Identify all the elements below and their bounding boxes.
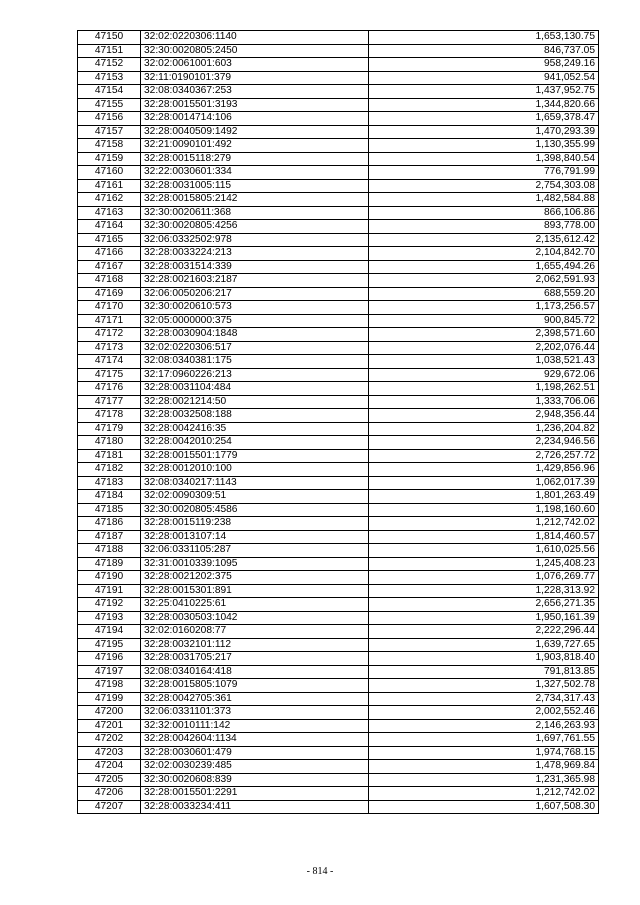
row-number-cell: 47189	[78, 557, 141, 571]
cadastral-code-cell: 32:28:0015501:2291	[141, 787, 369, 801]
amount-cell: 2,135,612.42	[369, 233, 599, 247]
table-row	[78, 274, 599, 288]
table-row	[78, 436, 599, 450]
row-number-cell: 47204	[78, 760, 141, 774]
cadastral-code-cell: 32:28:0015805:1079	[141, 679, 369, 693]
amount-cell: 1,610,025.56	[369, 544, 599, 558]
cadastral-code-cell: 32:28:0021202:375	[141, 571, 369, 585]
amount-cell: 846,737.05	[369, 44, 599, 58]
row-number-cell: 47175	[78, 368, 141, 382]
amount-cell: 1,653,130.75	[369, 31, 599, 45]
row-number-cell: 47177	[78, 395, 141, 409]
table-row	[78, 679, 599, 693]
cadastral-code-cell: 32:28:0031005:115	[141, 179, 369, 193]
table-row	[78, 139, 599, 153]
cadastral-code-cell: 32:28:0030904:1848	[141, 328, 369, 342]
cadastral-code-cell: 32:28:0033224:213	[141, 247, 369, 261]
cadastral-code-cell: 32:08:0340217:1143	[141, 476, 369, 490]
cadastral-code-cell: 32:06:0331105:287	[141, 544, 369, 558]
row-number-cell: 47174	[78, 355, 141, 369]
amount-cell: 776,791.99	[369, 166, 599, 180]
cadastral-code-cell: 32:06:0331101:373	[141, 706, 369, 720]
amount-cell: 1,903,818.40	[369, 652, 599, 666]
amount-cell: 1,212,742.02	[369, 787, 599, 801]
cadastral-code-cell: 32:30:0020805:2450	[141, 44, 369, 58]
amount-cell: 1,130,355.99	[369, 139, 599, 153]
row-number-cell: 47192	[78, 598, 141, 612]
table-row	[78, 692, 599, 706]
row-number-cell: 47188	[78, 544, 141, 558]
amount-cell: 1,482,584.88	[369, 193, 599, 207]
amount-cell: 1,950,161.39	[369, 611, 599, 625]
amount-cell: 1,607,508.30	[369, 800, 599, 814]
row-number-cell: 47153	[78, 71, 141, 85]
amount-cell: 1,076,269.77	[369, 571, 599, 585]
table-row	[78, 584, 599, 598]
row-number-cell: 47178	[78, 409, 141, 423]
row-number-cell: 47203	[78, 746, 141, 760]
amount-cell: 1,659,378.47	[369, 112, 599, 126]
cadastral-code-cell: 32:28:0031705:217	[141, 652, 369, 666]
table-row	[78, 800, 599, 814]
table-row	[78, 287, 599, 301]
amount-cell: 900,845.72	[369, 314, 599, 328]
table-row	[78, 476, 599, 490]
cadastral-code-cell: 32:28:0032101:112	[141, 638, 369, 652]
amount-cell: 2,948,356.44	[369, 409, 599, 423]
table-row	[78, 98, 599, 112]
table-row	[78, 530, 599, 544]
cadastral-code-cell: 32:28:0021603:2187	[141, 274, 369, 288]
table-row	[78, 760, 599, 774]
cadastral-code-cell: 32:05:0000000:375	[141, 314, 369, 328]
table-row	[78, 503, 599, 517]
row-number-cell: 47151	[78, 44, 141, 58]
cadastral-code-cell: 32:02:0030239:485	[141, 760, 369, 774]
amount-cell: 1,478,969.84	[369, 760, 599, 774]
table-row	[78, 368, 599, 382]
table-row	[78, 44, 599, 58]
amount-cell: 1,231,365.98	[369, 773, 599, 787]
amount-cell: 1,198,160.60	[369, 503, 599, 517]
amount-cell: 929,672.06	[369, 368, 599, 382]
cadastral-code-cell: 32:06:0332502:978	[141, 233, 369, 247]
row-number-cell: 47206	[78, 787, 141, 801]
cadastral-code-cell: 32:22:0030601:334	[141, 166, 369, 180]
cadastral-code-cell: 32:25:0410225:61	[141, 598, 369, 612]
row-number-cell: 47168	[78, 274, 141, 288]
amount-cell: 1,173,256.57	[369, 301, 599, 315]
table-row	[78, 746, 599, 760]
table-row	[78, 517, 599, 531]
table-row	[78, 206, 599, 220]
cadastral-code-cell: 32:30:0020610:573	[141, 301, 369, 315]
table-row	[78, 341, 599, 355]
cadastral-code-cell: 32:28:0042705:361	[141, 692, 369, 706]
cadastral-code-cell: 32:08:0340367:253	[141, 85, 369, 99]
cadastral-code-cell: 32:21:0090101:492	[141, 139, 369, 153]
amount-cell: 1,801,263.49	[369, 490, 599, 504]
amount-cell: 2,202,076.44	[369, 341, 599, 355]
row-number-cell: 47155	[78, 98, 141, 112]
cadastral-code-cell: 32:28:0031104:484	[141, 382, 369, 396]
table-row	[78, 625, 599, 639]
amount-cell: 1,038,521.43	[369, 355, 599, 369]
table-row	[78, 166, 599, 180]
table-row	[78, 719, 599, 733]
cadastral-code-cell: 32:28:0021214:50	[141, 395, 369, 409]
cadastral-code-cell: 32:28:0015805:2142	[141, 193, 369, 207]
row-number-cell: 47170	[78, 301, 141, 315]
row-number-cell: 47162	[78, 193, 141, 207]
row-number-cell: 47182	[78, 463, 141, 477]
row-number-cell: 47152	[78, 58, 141, 72]
table-row	[78, 544, 599, 558]
cadastral-code-cell: 32:30:0020805:4586	[141, 503, 369, 517]
cadastral-code-cell: 32:32:0010111:142	[141, 719, 369, 733]
amount-cell: 1,198,262.51	[369, 382, 599, 396]
amount-cell: 1,327,502.78	[369, 679, 599, 693]
amount-cell: 1,655,494.26	[369, 260, 599, 274]
table-row	[78, 571, 599, 585]
row-number-cell: 47172	[78, 328, 141, 342]
amount-cell: 2,002,552.46	[369, 706, 599, 720]
cadastral-code-cell: 32:28:0040509:1492	[141, 125, 369, 139]
row-number-cell: 47176	[78, 382, 141, 396]
cadastral-code-cell: 32:02:0160208:77	[141, 625, 369, 639]
cadastral-code-cell: 32:28:0030601:479	[141, 746, 369, 760]
row-number-cell: 47173	[78, 341, 141, 355]
row-number-cell: 47169	[78, 287, 141, 301]
row-number-cell: 47163	[78, 206, 141, 220]
row-number-cell: 47201	[78, 719, 141, 733]
table-row	[78, 220, 599, 234]
table-row	[78, 395, 599, 409]
cadastral-code-cell: 32:30:0020611:368	[141, 206, 369, 220]
row-number-cell: 47190	[78, 571, 141, 585]
amount-cell: 2,062,591.93	[369, 274, 599, 288]
amount-cell: 1,228,313.92	[369, 584, 599, 598]
table-row	[78, 422, 599, 436]
row-number-cell: 47181	[78, 449, 141, 463]
amount-cell: 2,754,303.08	[369, 179, 599, 193]
amount-cell: 791,813.85	[369, 665, 599, 679]
row-number-cell: 47156	[78, 112, 141, 126]
table-row	[78, 31, 599, 45]
amount-cell: 1,974,768.15	[369, 746, 599, 760]
amount-cell: 2,726,257.72	[369, 449, 599, 463]
table-row	[78, 355, 599, 369]
table-row	[78, 665, 599, 679]
cadastral-code-cell: 32:30:0020805:4256	[141, 220, 369, 234]
table-row	[78, 706, 599, 720]
cadastral-code-cell: 32:28:0015119:238	[141, 517, 369, 531]
cadastral-code-cell: 32:28:0012010:100	[141, 463, 369, 477]
row-number-cell: 47191	[78, 584, 141, 598]
table-row	[78, 301, 599, 315]
cadastral-code-cell: 32:02:0061001:603	[141, 58, 369, 72]
row-number-cell: 47200	[78, 706, 141, 720]
amount-cell: 2,104,842.70	[369, 247, 599, 261]
table-row	[78, 314, 599, 328]
table-row	[78, 125, 599, 139]
cadastral-code-cell: 32:02:0090309:51	[141, 490, 369, 504]
amount-cell: 1,212,742.02	[369, 517, 599, 531]
row-number-cell: 47195	[78, 638, 141, 652]
cadastral-code-cell: 32:08:0340381:175	[141, 355, 369, 369]
cadastral-code-cell: 32:31:0010339:1095	[141, 557, 369, 571]
table-row	[78, 490, 599, 504]
cadastral-code-cell: 32:28:0014714:106	[141, 112, 369, 126]
amount-cell: 1,245,408.23	[369, 557, 599, 571]
cadastral-code-cell: 32:28:0013107:14	[141, 530, 369, 544]
row-number-cell: 47193	[78, 611, 141, 625]
ledger-table	[77, 30, 599, 814]
cadastral-code-cell: 32:28:0015501:1779	[141, 449, 369, 463]
table-row	[78, 152, 599, 166]
table-row	[78, 328, 599, 342]
row-number-cell: 47196	[78, 652, 141, 666]
table-row	[78, 58, 599, 72]
table-row	[78, 652, 599, 666]
ledger-table-body	[78, 31, 599, 814]
table-row	[78, 787, 599, 801]
amount-cell: 866,106.86	[369, 206, 599, 220]
cadastral-code-cell: 32:28:0033234:411	[141, 800, 369, 814]
table-row	[78, 112, 599, 126]
row-number-cell: 47185	[78, 503, 141, 517]
cadastral-code-cell: 32:28:0042416:35	[141, 422, 369, 436]
row-number-cell: 47184	[78, 490, 141, 504]
amount-cell: 2,234,946.56	[369, 436, 599, 450]
table-row	[78, 733, 599, 747]
row-number-cell: 47197	[78, 665, 141, 679]
cadastral-code-cell: 32:28:0015301:891	[141, 584, 369, 598]
table-row	[78, 71, 599, 85]
amount-cell: 1,814,460.57	[369, 530, 599, 544]
cadastral-code-cell: 32:11:0190101:379	[141, 71, 369, 85]
table-row	[78, 382, 599, 396]
page-number: - 814 -	[306, 866, 334, 877]
amount-cell: 2,222,296.44	[369, 625, 599, 639]
row-number-cell: 47165	[78, 233, 141, 247]
row-number-cell: 47154	[78, 85, 141, 99]
cadastral-code-cell: 32:28:0032508:188	[141, 409, 369, 423]
row-number-cell: 47179	[78, 422, 141, 436]
cadastral-code-cell: 32:28:0042010:254	[141, 436, 369, 450]
amount-cell: 1,639,727.65	[369, 638, 599, 652]
amount-cell: 1,429,856.96	[369, 463, 599, 477]
row-number-cell: 47150	[78, 31, 141, 45]
row-number-cell: 47186	[78, 517, 141, 531]
row-number-cell: 47164	[78, 220, 141, 234]
table-row	[78, 85, 599, 99]
cadastral-code-cell: 32:28:0015118:279	[141, 152, 369, 166]
row-number-cell: 47158	[78, 139, 141, 153]
cadastral-code-cell: 32:17:0960226:213	[141, 368, 369, 382]
table-row	[78, 179, 599, 193]
row-number-cell: 47157	[78, 125, 141, 139]
row-number-cell: 47180	[78, 436, 141, 450]
row-number-cell: 47198	[78, 679, 141, 693]
table-row	[78, 409, 599, 423]
cadastral-code-cell: 32:06:0050206:217	[141, 287, 369, 301]
amount-cell: 2,656,271.35	[369, 598, 599, 612]
amount-cell: 2,734,317.43	[369, 692, 599, 706]
row-number-cell: 47207	[78, 800, 141, 814]
amount-cell: 1,062,017.39	[369, 476, 599, 490]
amount-cell: 1,344,820.66	[369, 98, 599, 112]
amount-cell: 1,398,840.54	[369, 152, 599, 166]
row-number-cell: 47161	[78, 179, 141, 193]
table-row	[78, 449, 599, 463]
row-number-cell: 47160	[78, 166, 141, 180]
table-row	[78, 233, 599, 247]
row-number-cell: 47199	[78, 692, 141, 706]
row-number-cell: 47167	[78, 260, 141, 274]
cadastral-code-cell: 32:30:0020608:839	[141, 773, 369, 787]
table-row	[78, 638, 599, 652]
amount-cell: 893,778.00	[369, 220, 599, 234]
amount-cell: 1,333,706.06	[369, 395, 599, 409]
row-number-cell: 47202	[78, 733, 141, 747]
table-row	[78, 557, 599, 571]
table-row	[78, 773, 599, 787]
cadastral-code-cell: 32:02:0220306:517	[141, 341, 369, 355]
table-row	[78, 611, 599, 625]
amount-cell: 2,146,263.93	[369, 719, 599, 733]
amount-cell: 1,697,761.55	[369, 733, 599, 747]
cadastral-code-cell: 32:28:0031514:339	[141, 260, 369, 274]
table-row	[78, 598, 599, 612]
amount-cell: 941,052.54	[369, 71, 599, 85]
row-number-cell: 47183	[78, 476, 141, 490]
row-number-cell: 47166	[78, 247, 141, 261]
cadastral-code-cell: 32:28:0015501:3193	[141, 98, 369, 112]
table-row	[78, 247, 599, 261]
amount-cell: 1,470,293.39	[369, 125, 599, 139]
table-row	[78, 463, 599, 477]
amount-cell: 688,559.20	[369, 287, 599, 301]
cadastral-code-cell: 32:28:0030503:1042	[141, 611, 369, 625]
amount-cell: 1,236,204.82	[369, 422, 599, 436]
row-number-cell: 47159	[78, 152, 141, 166]
cadastral-code-cell: 32:28:0042604:1134	[141, 733, 369, 747]
row-number-cell: 47194	[78, 625, 141, 639]
amount-cell: 958,249.16	[369, 58, 599, 72]
row-number-cell: 47205	[78, 773, 141, 787]
cadastral-code-cell: 32:02:0220306:1140	[141, 31, 369, 45]
cadastral-code-cell: 32:08:0340164:418	[141, 665, 369, 679]
amount-cell: 2,398,571.60	[369, 328, 599, 342]
row-number-cell: 47171	[78, 314, 141, 328]
table-row	[78, 260, 599, 274]
amount-cell: 1,437,952.75	[369, 85, 599, 99]
row-number-cell: 47187	[78, 530, 141, 544]
table-row	[78, 193, 599, 207]
